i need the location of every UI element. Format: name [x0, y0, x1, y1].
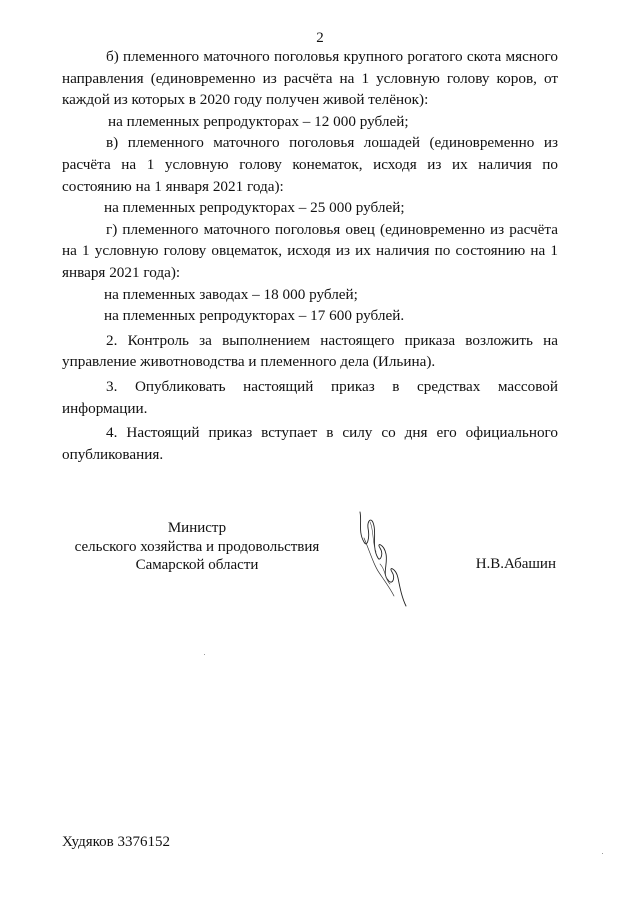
executor-contact: Худяков 3376152: [62, 834, 170, 850]
scan-artifact: [204, 654, 205, 655]
paragraph-3-publish: 3. Опубликовать настоящий приказ в средствах массовой информации.: [62, 377, 558, 417]
handwritten-signature: [350, 508, 414, 610]
paragraph-4-effect: 4. Настоящий приказ вступает в силу со дня его официального опубликования.: [62, 424, 558, 463]
paragraph-g-sheep: г) племенного маточного поголовья овец (единовременно из расчёта на 1 условную голову овцематок, исходя из их наличия по состоянию на 1 января 2021 года):: [62, 220, 558, 281]
amount-sheep-breeding-plants: на племенных заводах – 18 000 рублей;: [104, 285, 358, 303]
paragraph-v-horses: в) племенного маточного поголовья лошадей (единовременно из расчёта на 1 условную голову конематок, исходя из их наличия по состоянию на 1 января 2021 года):: [62, 134, 558, 195]
signatory-title: [62, 519, 332, 575]
amount-sheep-reproducers: на племенных репродукторах – 17 600 рублей.: [104, 307, 405, 325]
amount-horses-reproducers: на племенных репродукторах – 25 000 рублей;: [104, 199, 405, 217]
amount-cattle-reproducers: на племенных репродукторах – 12 000 рублей;: [108, 112, 409, 130]
signatory-title-line: Министр: [167, 520, 227, 536]
document-body: [62, 46, 558, 465]
page-number: 2: [316, 30, 324, 46]
paragraph-b-cattle: б) племенного маточного поголовья крупного рогатого скота мясного направления (единовременно из расчёта на 1 условную голову коров, от каждой из которых в 2020 году получен живой телёнок):: [62, 48, 558, 109]
paragraph-2-control: 2. Контроль за выполнением настоящего приказа возложить на управление животноводства и племенного дела (Ильина).: [62, 331, 558, 371]
signatory-title-line: сельского хозяйства и продовольствия: [74, 538, 320, 555]
signatory-name: Н.В.Абашин: [475, 556, 556, 572]
signatory-title-line: Самарской области: [135, 557, 259, 573]
scan-artifact: [602, 853, 603, 854]
